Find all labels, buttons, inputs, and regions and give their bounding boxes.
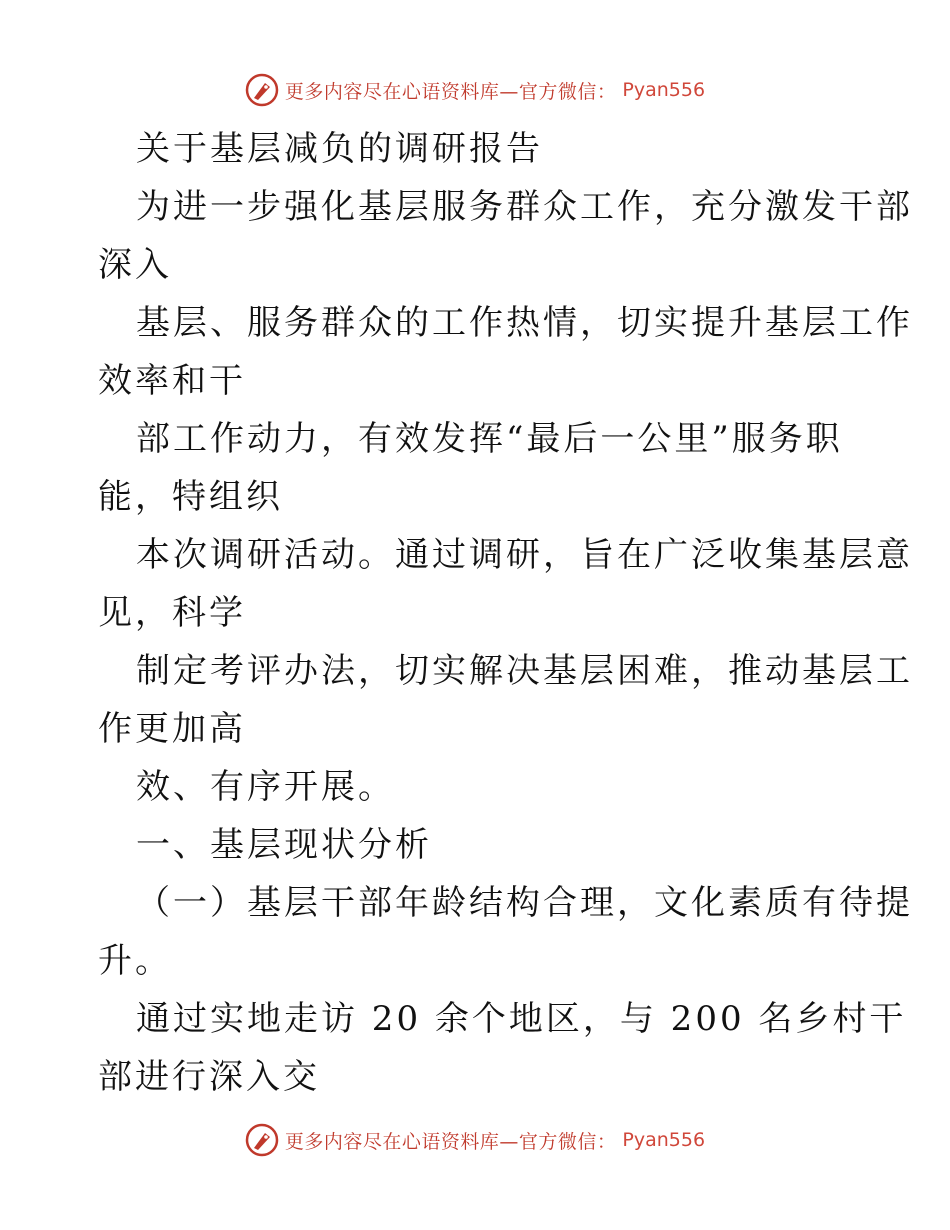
subsection-heading: （一）基层干部年龄结构合理，文化素质有待提	[136, 883, 913, 923]
watermark-handle: Pyan556	[622, 79, 706, 101]
pen-nib-logo-icon	[245, 1123, 279, 1157]
paragraph-line: 见，科学	[98, 593, 246, 633]
paragraph-line: 部工作动力，有效发挥“最后一公里”服务职	[136, 419, 843, 459]
watermark-footer	[0, 1120, 950, 1160]
watermark-text: 更多内容尽在心语资料库—官方微信：	[284, 1130, 617, 1153]
paragraph-line: 作更加高	[98, 709, 246, 749]
watermark-header	[0, 70, 950, 110]
paragraph-line: 能，特组织	[98, 477, 283, 517]
paragraph-line: 效率和干	[98, 361, 246, 401]
paragraph-line: 基层、服务群众的工作热情，切实提升基层工作	[136, 303, 913, 343]
paragraph-line: 升。	[98, 941, 172, 981]
section-heading: 一、基层现状分析	[136, 825, 432, 865]
paragraph-line: 制定考评办法，切实解决基层困难，推动基层工	[136, 651, 913, 691]
watermark-handle: Pyan556	[622, 1129, 706, 1151]
paragraph-line: 通过实地走访 20 余个地区，与 200 名乡村干	[136, 999, 907, 1039]
paragraph-line: 部进行深入交	[98, 1057, 320, 1097]
pen-nib-logo-icon	[245, 73, 279, 107]
document-title: 关于基层减负的调研报告	[136, 129, 543, 169]
watermark-text: 更多内容尽在心语资料库—官方微信：	[284, 80, 617, 103]
paragraph-line: 效、有序开展。	[136, 767, 395, 807]
paragraph-line: 本次调研活动。通过调研，旨在广泛收集基层意	[136, 535, 913, 575]
paragraph-line: 深入	[98, 245, 172, 285]
document-body	[98, 120, 913, 1106]
paragraph-line: 为进一步强化基层服务群众工作，充分激发干部	[136, 187, 913, 227]
